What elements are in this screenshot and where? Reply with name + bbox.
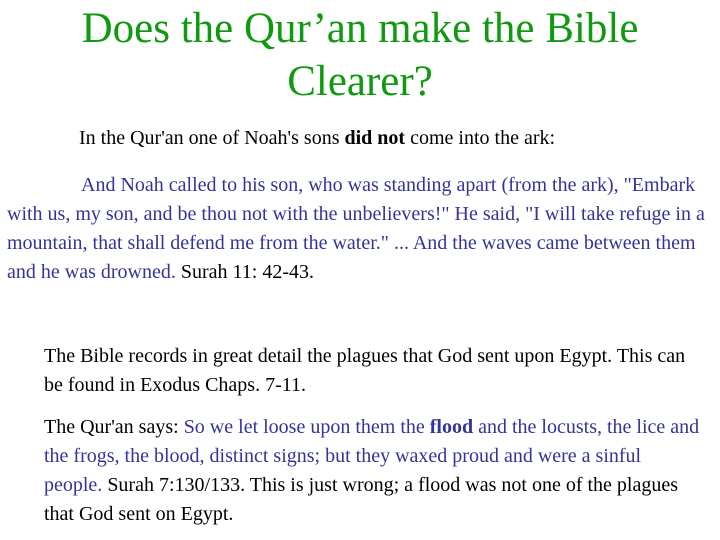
quran-quote-emphasis: flood: [429, 416, 474, 438]
quran-quote-before: So we let loose upon them the: [183, 416, 430, 438]
quran-lead: The Qur'an says:: [44, 416, 184, 438]
intro-text-after: come into the ark:: [405, 127, 556, 149]
quran-paragraph: [44, 413, 704, 529]
title-line-2: Clearer?: [287, 58, 433, 105]
quran-comment: This is just wrong; a flood was not one of the plagues that God sent on Egypt.: [44, 474, 679, 525]
noah-quote: [7, 171, 707, 287]
intro-text-before: In the Qur'an one of Noah's sons: [79, 127, 345, 149]
bible-paragraph: The Bible records in great detail the plagues that God sent upon Egypt. This can be found in Exodus Chaps. 7-11.: [44, 345, 686, 396]
quote-text: And Noah called to his son, who was standing apart (from the ark), "Embark with us, my son, and be thou not with the unbelievers!" He said, "I will take refuge in a mountain, that shall defend me from the water." ... And the waves came between them and he was drowned.: [7, 174, 705, 283]
quran-quote-after: and the locusts, the lice and the frogs, the blood, distinct signs; but they waxed proud and were a sinful people.: [44, 416, 700, 496]
intro-emphasis: did not: [344, 127, 406, 149]
intro-sentence: [79, 125, 555, 151]
quote-reference: Surah 11: 42-43.: [180, 261, 314, 283]
quran-reference: Surah 7:130/133.: [102, 474, 246, 496]
slide-title: [40, 2, 680, 108]
title-line-1: Does the Qur’an make the Bible: [81, 5, 639, 52]
